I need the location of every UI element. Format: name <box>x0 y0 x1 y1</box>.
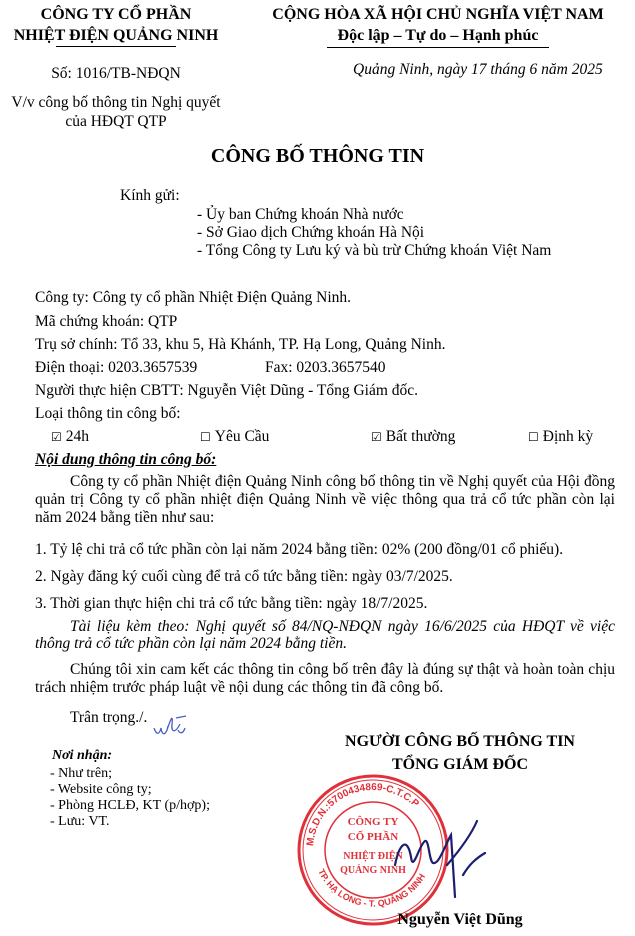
seal-line-3: NHIỆT ĐIỆN <box>343 851 403 862</box>
distribution-item: - Website công ty; <box>50 782 152 797</box>
info-type-label-text: Định kỳ <box>542 428 594 445</box>
recipient-item: - Sở Giao dịch Chứng khoán Hà Nội <box>197 224 425 241</box>
place-date: Quảng Ninh, ngày 17 tháng 6 năm 2025 <box>353 61 603 78</box>
info-type-periodic <box>528 428 593 446</box>
national-motto: Độc lập – Tự do – Hạnh phúc <box>337 27 539 44</box>
recipient-item: - Ủy ban Chứng khoán Nhà nước <box>197 206 404 223</box>
company-info: Công ty: Công ty cổ phần Nhiệt Điện Quảng Ninh. <box>35 289 351 306</box>
info-type-request <box>200 428 269 446</box>
subject-line2: của HĐQT QTP <box>65 113 167 130</box>
info-type-label: Loại thông tin công bố: <box>35 405 181 422</box>
phone: Điện thoại: 0203.3657539 <box>35 359 198 376</box>
seal-line-2: CỔ PHẦN <box>347 831 399 843</box>
distribution-item: - Như trên; <box>50 766 113 781</box>
address: Trụ sở chính: Tổ 33, khu 5, Hà Khánh, TP. Hạ Long, Quảng Ninh. <box>35 336 446 353</box>
seal-ring-text: M.S.D.N.:5700434869-C.T.C.P <box>305 781 421 847</box>
checked-box-icon: ☑ <box>371 430 382 444</box>
company-name-line2: NHIỆT ĐIỆN QUẢNG NINH <box>13 27 219 44</box>
document-title: CÔNG BỐ THÔNG TIN <box>210 145 425 167</box>
info-type-label-text: 24h <box>65 428 90 445</box>
content-heading: Nội dung thông tin công bố: <box>35 451 217 468</box>
nation-title: CỘNG HÒA XÃ HỘI CHỦ NGHĨA VIỆT NAM <box>272 6 604 23</box>
stock-code: Mã chứng khoán: QTP <box>35 313 178 330</box>
checked-box-icon: ☑ <box>51 430 62 444</box>
info-type-label-text: Bất thường <box>385 428 456 445</box>
content-intro: Công ty cổ phần Nhiệt điện Quảng Ninh công bố thông tin về Nghị quyết của Hội đồng quản trị Công ty cổ phần nhiệt điện Quảng Ninh về việc thông qua trả cổ tức phần còn lại năm 2024 bằng tiền như sau: <box>35 473 615 526</box>
content-item-3: 3. Thời gian thực hiện chi trả cổ tức bằng tiền: ngày 18/7/2025. <box>35 595 428 612</box>
recipients-label: Kính gửi: <box>120 187 180 204</box>
company-name-line1: CÔNG TY CỔ PHẦN <box>40 6 192 23</box>
distribution-item: - Lưu: VT. <box>50 814 110 829</box>
seal-line-4: QUẢNG NINH <box>340 865 406 876</box>
distribution-label: Nơi nhận: <box>52 748 113 763</box>
signer-role-2: TỔNG GIÁM ĐỐC <box>392 756 528 773</box>
fax: Fax: 0203.3657540 <box>265 359 386 376</box>
recipient-item: - Tổng Công ty Lưu ký và bù trừ Chứng khoán Việt Nam <box>197 242 552 259</box>
distribution-item: - Phòng HCLĐ, KT (p/hợp); <box>50 798 210 813</box>
subject-line1: V/v công bố thông tin Nghị quyết <box>11 94 221 111</box>
commitment-statement: Chúng tôi xin cam kết các thông tin công bố trên đây là đúng sự thật và hoàn toàn chịu trách nhiệm trước pháp luật về nội dung các thông tin đã công bố. <box>35 661 615 696</box>
unchecked-box-icon: ☐ <box>200 430 211 444</box>
document-number: Số: 1016/TB-NĐQN <box>51 65 181 82</box>
info-type-irregular <box>371 428 455 446</box>
attached-reference: Tài liệu kèm theo: Nghị quyết số 84/NQ-NĐQN ngày 16/6/2025 của HĐQT về việc thông trả cổ tức phần còn lại năm 2024 bằng tiền. <box>35 618 615 652</box>
signer-role-1: NGƯỜI CÔNG BỐ THÔNG TIN <box>345 733 575 750</box>
info-type-label-text: Yêu Cầu <box>214 428 270 445</box>
signer-name: Nguyễn Việt Dũng <box>397 911 523 928</box>
handwritten-signature <box>385 805 505 915</box>
unchecked-box-icon: ☐ <box>528 430 539 444</box>
header-left-rule <box>56 46 176 47</box>
closing-greeting: Trân trọng./. <box>70 709 148 726</box>
disclosure-person: Người thực hiện CBTT: Nguyễn Việt Dũng - Tổng Giám đốc. <box>35 382 419 399</box>
seal-bottom-text: TP. HẠ LONG - T. QUẢNG NINH <box>316 867 428 909</box>
content-item-2: 2. Ngày đăng ký cuối cùng để trả cổ tức bằng tiền: ngày 03/7/2025. <box>35 568 453 585</box>
initials-icon <box>150 706 190 742</box>
content-item-1: 1. Tỷ lệ chi trả cổ tức phần còn lại năm 2024 bằng tiền: 02% (200 đồng/01 cổ phiếu). <box>35 541 564 558</box>
header-right-rule <box>327 47 549 48</box>
info-type-24h <box>51 428 89 446</box>
seal-line-1: CÔNG TY <box>347 816 399 828</box>
